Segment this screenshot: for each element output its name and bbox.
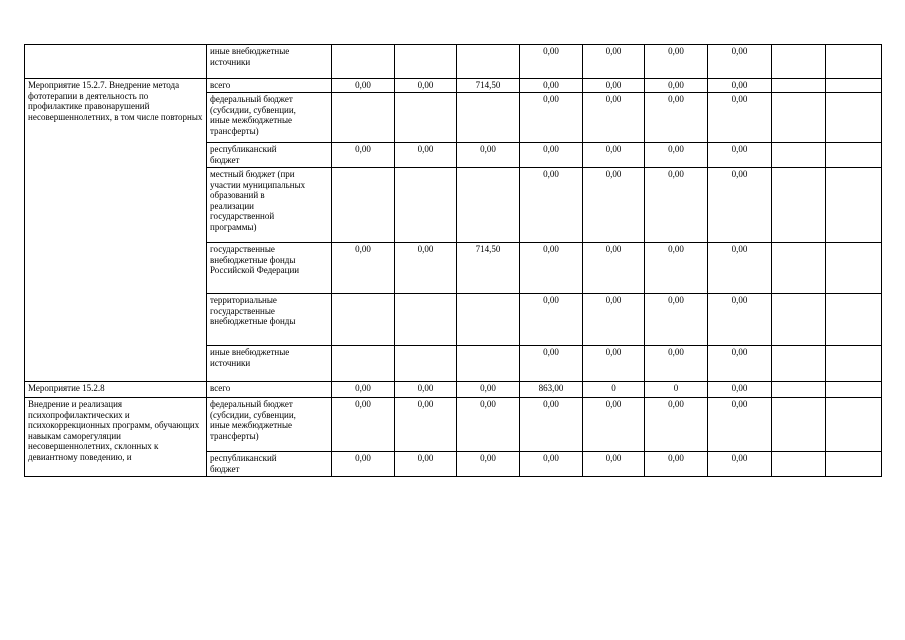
value-cell	[457, 93, 520, 143]
value-cell: 0,00	[520, 143, 583, 168]
value-cell	[826, 79, 882, 93]
value-cell: 0,00	[457, 143, 520, 168]
table-body	[25, 45, 882, 477]
budget-table	[24, 44, 882, 477]
value-cell: 0,00	[395, 143, 457, 168]
value-cell: 0,00	[645, 143, 708, 168]
value-cell	[395, 45, 457, 79]
value-cell: 0,00	[395, 79, 457, 93]
value-cell	[395, 168, 457, 243]
value-cell: 0,00	[708, 79, 772, 93]
value-cell	[395, 294, 457, 346]
value-cell: 0,00	[583, 346, 645, 382]
value-cell: 0,00	[645, 243, 708, 294]
value-cell: 0,00	[708, 93, 772, 143]
value-cell: 0,00	[645, 93, 708, 143]
value-cell: 0,00	[583, 243, 645, 294]
value-cell: 0,00	[457, 452, 520, 477]
value-cell: 0,00	[395, 398, 457, 452]
value-cell: 0,00	[708, 294, 772, 346]
value-cell: 0,00	[645, 79, 708, 93]
value-cell: 0,00	[708, 346, 772, 382]
value-cell	[826, 243, 882, 294]
value-cell	[826, 168, 882, 243]
table-row	[25, 45, 882, 79]
funding-source-cell: государственные внебюджетные фонды Российской Федерации	[207, 243, 332, 294]
value-cell	[332, 93, 395, 143]
value-cell: 0,00	[708, 168, 772, 243]
table-row	[25, 382, 882, 398]
value-cell: 0,00	[645, 168, 708, 243]
value-cell: 0,00	[708, 243, 772, 294]
funding-source-cell: республиканский бюджет	[207, 452, 332, 477]
value-cell: 0,00	[395, 452, 457, 477]
value-cell: 0,00	[645, 398, 708, 452]
value-cell: 0,00	[583, 79, 645, 93]
value-cell: 0,00	[645, 45, 708, 79]
value-cell: 0,00	[332, 382, 395, 398]
value-cell: 0,00	[457, 398, 520, 452]
value-cell: 0,00	[708, 143, 772, 168]
value-cell: 0,00	[332, 243, 395, 294]
value-cell: 714,50	[457, 79, 520, 93]
value-cell: 0,00	[520, 93, 583, 143]
value-cell: 0,00	[520, 346, 583, 382]
value-cell: 0,00	[520, 79, 583, 93]
value-cell: 0,00	[583, 398, 645, 452]
value-cell: 0,00	[708, 398, 772, 452]
funding-source-cell: территориальные государственные внебюджетные фонды	[207, 294, 332, 346]
value-cell	[772, 398, 826, 452]
funding-source-cell: всего	[207, 79, 332, 93]
value-cell: 0,00	[520, 398, 583, 452]
value-cell: 0,00	[708, 452, 772, 477]
value-cell	[826, 398, 882, 452]
funding-source-cell: иные внебюджетные источники	[207, 45, 332, 79]
value-cell: 0,00	[708, 45, 772, 79]
value-cell: 0,00	[332, 79, 395, 93]
value-cell	[457, 45, 520, 79]
value-cell: 0,00	[583, 45, 645, 79]
value-cell: 0,00	[457, 382, 520, 398]
value-cell	[457, 346, 520, 382]
funding-source-cell: федеральный бюджет (субсидии, субвенции, иные межбюджетные трансферты)	[207, 93, 332, 143]
value-cell: 0,00	[395, 243, 457, 294]
value-cell: 0,00	[645, 452, 708, 477]
value-cell	[772, 45, 826, 79]
value-cell: 863,00	[520, 382, 583, 398]
value-cell: 0,00	[520, 452, 583, 477]
value-cell: 0	[645, 382, 708, 398]
value-cell: 0,00	[395, 382, 457, 398]
value-cell: 0	[583, 382, 645, 398]
value-cell	[772, 168, 826, 243]
funding-source-cell: всего	[207, 382, 332, 398]
measure-cell	[25, 45, 207, 79]
measure-cell: Мероприятие 15.2.7. Внедрение метода фототерапии в деятельность по профилактике правонарушений несовершеннолетних, в том числе повторных	[25, 79, 207, 382]
value-cell	[826, 294, 882, 346]
value-cell: 0,00	[583, 168, 645, 243]
value-cell	[332, 294, 395, 346]
value-cell: 0,00	[332, 143, 395, 168]
measure-cell: Мероприятие 15.2.8	[25, 382, 207, 398]
funding-source-cell: иные внебюджетные источники	[207, 346, 332, 382]
value-cell	[772, 93, 826, 143]
value-cell: 0,00	[583, 294, 645, 346]
funding-source-cell: республиканский бюджет	[207, 143, 332, 168]
value-cell	[772, 143, 826, 168]
value-cell: 0,00	[520, 294, 583, 346]
value-cell: 0,00	[645, 346, 708, 382]
value-cell	[826, 143, 882, 168]
value-cell	[332, 168, 395, 243]
value-cell: 0,00	[332, 398, 395, 452]
value-cell	[772, 79, 826, 93]
table-row	[25, 398, 882, 452]
value-cell	[826, 346, 882, 382]
value-cell	[826, 452, 882, 477]
value-cell	[826, 93, 882, 143]
value-cell: 0,00	[520, 168, 583, 243]
value-cell	[395, 346, 457, 382]
value-cell: 0,00	[583, 452, 645, 477]
value-cell	[395, 93, 457, 143]
value-cell: 0,00	[332, 452, 395, 477]
value-cell	[772, 452, 826, 477]
value-cell	[332, 346, 395, 382]
value-cell: 714,50	[457, 243, 520, 294]
value-cell: 0,00	[583, 93, 645, 143]
value-cell: 0,00	[520, 243, 583, 294]
value-cell: 0,00	[520, 45, 583, 79]
table-row	[25, 79, 882, 93]
value-cell	[457, 168, 520, 243]
value-cell	[826, 45, 882, 79]
funding-source-cell: местный бюджет (при участии муниципальных образований в реализации государственной программы)	[207, 168, 332, 243]
value-cell: 0,00	[708, 382, 772, 398]
value-cell	[772, 294, 826, 346]
value-cell	[772, 243, 826, 294]
measure-cell: Внедрение и реализация психопрофилактических и психокоррекционных программ, обучающих навыкам саморегуляции несовершеннолетних, склонных к девиантному поведению, и	[25, 398, 207, 477]
value-cell	[826, 382, 882, 398]
value-cell: 0,00	[645, 294, 708, 346]
value-cell	[332, 45, 395, 79]
value-cell	[457, 294, 520, 346]
value-cell: 0,00	[583, 143, 645, 168]
value-cell	[772, 346, 826, 382]
funding-source-cell: федеральный бюджет (субсидии, субвенции, иные межбюджетные трансферты)	[207, 398, 332, 452]
value-cell	[772, 382, 826, 398]
